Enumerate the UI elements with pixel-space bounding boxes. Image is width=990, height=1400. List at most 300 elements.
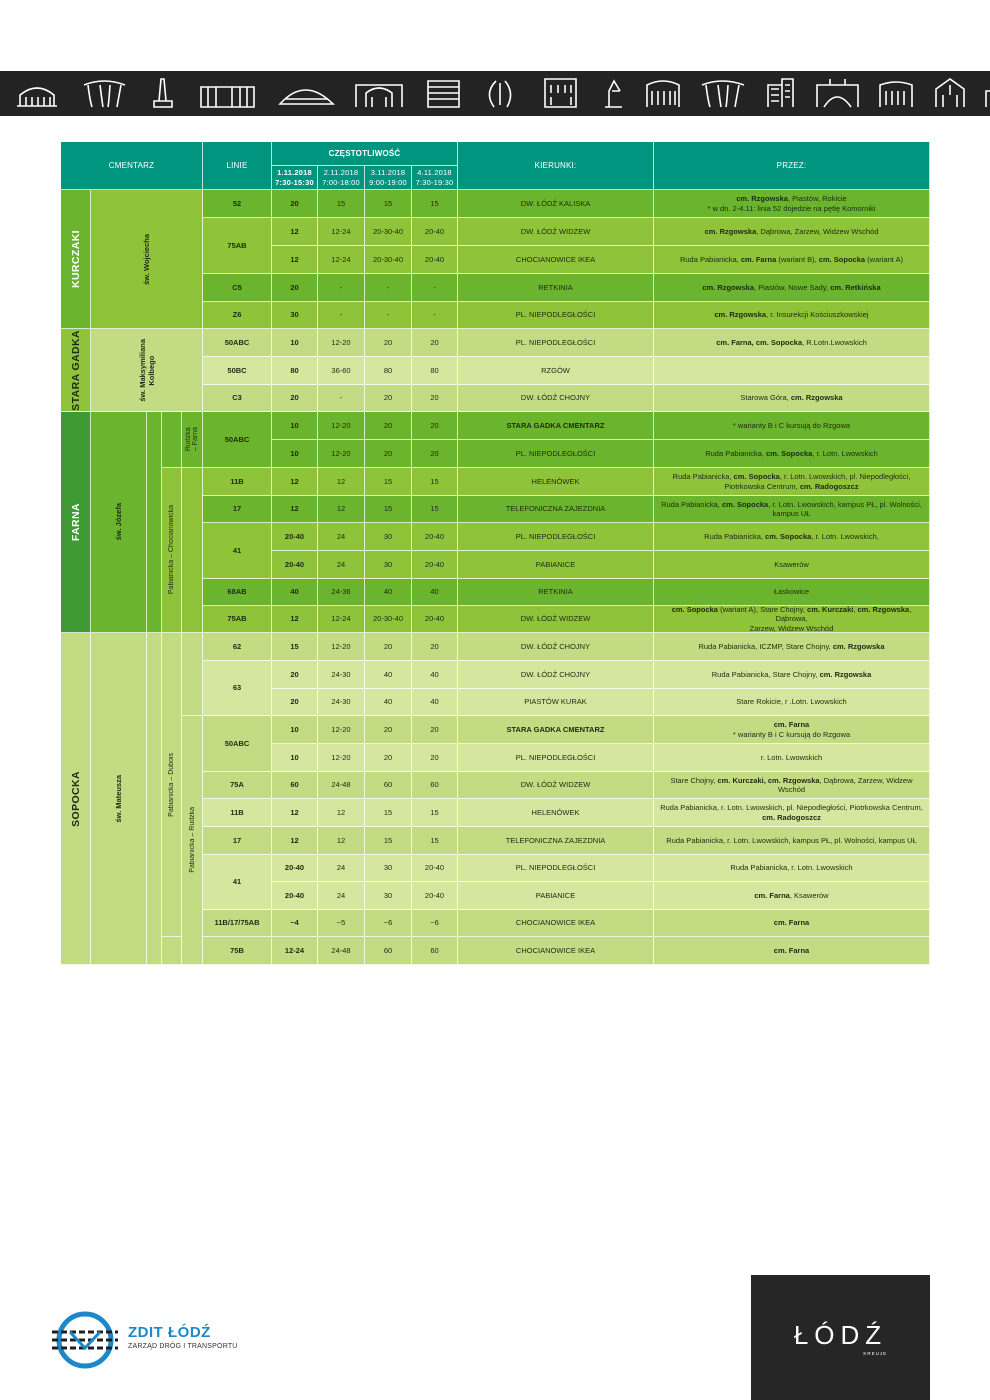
- via-text: [702, 283, 880, 293]
- frequency-cell: 12: [272, 799, 318, 827]
- frequency-cell: 30: [272, 302, 318, 329]
- via-segment: cm. Sopocka: [765, 531, 812, 541]
- cemetery-label: FARNA: [69, 502, 82, 542]
- direction-cell: PL. NIEPODLEGŁOŚCI: [458, 744, 654, 772]
- landmarks-banner: [0, 71, 990, 116]
- direction-cell: RZGÓW: [458, 357, 654, 385]
- via-segment: Łaskowice: [773, 587, 810, 597]
- sculpture-icon: [489, 81, 510, 107]
- frequency-cell: 24-30: [318, 689, 365, 716]
- frequency-cell: 20: [365, 385, 412, 412]
- via-cell: [654, 827, 930, 855]
- via-segment: , Piastów, Rokicie: [787, 194, 847, 203]
- route-label: Pabianicka – Dubois: [168, 752, 175, 817]
- zdit-subtitle: ZARZĄD DRÓG I TRANSPORTU: [128, 1343, 238, 1350]
- zdit-logo: [50, 1310, 250, 1370]
- via-text: [673, 472, 911, 491]
- via-segment: Starowa Góra,: [740, 393, 791, 403]
- frequency-cell: 20: [412, 329, 458, 357]
- frequency-cell: 12: [318, 468, 365, 496]
- frequency-cell: 10: [272, 744, 318, 772]
- via-text: [712, 670, 872, 680]
- via-segment: , Piastów, Nowe Sady,: [754, 282, 831, 292]
- direction-cell: DW. ŁÓDŹ WIDZEW: [458, 218, 654, 246]
- via-segment: cm. Farna: [773, 945, 810, 955]
- frequency-cell: 12-24: [318, 246, 365, 274]
- via-segment: , r. Lotn. Lwowskich, kampus PŁ, pl. Wolności, kampus UŁ: [768, 499, 922, 518]
- frequency-cell: -: [365, 274, 412, 302]
- parish-label: św. Mateusza: [114, 774, 123, 823]
- frequency-cell: 30: [365, 855, 412, 882]
- frequency-cell: 24: [318, 855, 365, 882]
- monument-icon: [605, 81, 622, 107]
- via-text: [736, 697, 846, 707]
- via-text: [761, 753, 822, 763]
- frequency-cell: 10: [272, 440, 318, 468]
- header-przez: PRZEZ:: [654, 142, 930, 190]
- frequency-cell: 40: [412, 579, 458, 606]
- frequency-cell: 24: [318, 523, 365, 551]
- frequency-cell: 20: [412, 716, 458, 744]
- parish-name: [91, 329, 203, 412]
- via-cell: [654, 937, 930, 965]
- arena-icon: [280, 90, 333, 104]
- frequency-cell: 12-20: [318, 329, 365, 357]
- header-date-1: 1.11.2018 7:30-15:30: [272, 166, 318, 190]
- via-segment: , r. Insurekcji Kościuszkowskiej: [766, 310, 869, 320]
- frequency-cell: 20: [365, 716, 412, 744]
- direction-cell: DW. ŁÓDŹ CHOJNY: [458, 661, 654, 689]
- frequency-cell: 20: [412, 744, 458, 772]
- via-cell: [654, 882, 930, 910]
- line-number: 41: [203, 855, 272, 910]
- via-segment: (wariant A): [865, 254, 904, 264]
- frequency-cell: 20-30-40: [365, 218, 412, 246]
- via-segment: cm. Farna, cm. Sopocka: [716, 337, 803, 347]
- frequency-cell: 10: [272, 716, 318, 744]
- via-cell: [654, 661, 930, 689]
- header-date-2: 2.11.2018 7:00-18:00: [318, 166, 365, 190]
- frequency-cell: 80: [365, 357, 412, 385]
- via-text: [704, 532, 879, 542]
- frequency-cell: 12: [272, 606, 318, 633]
- frequency-cell: 40: [365, 579, 412, 606]
- frequency-cell: 12: [318, 496, 365, 523]
- direction-cell: HELENÓWEK: [458, 799, 654, 827]
- direction-cell: DW. ŁÓDŹ WIDZEW: [458, 772, 654, 799]
- via-text: [740, 393, 842, 403]
- via-segment: , Dąbrowa, Zarzew, Widzew Wschód: [756, 226, 879, 236]
- frequency-cell: 12-24: [318, 218, 365, 246]
- line-number: 52: [203, 190, 272, 218]
- via-segment: cm. Farna: [773, 918, 810, 928]
- frequency-cell: 40: [412, 689, 458, 716]
- pavilion-icon: [702, 81, 744, 107]
- via-cell: [654, 190, 930, 218]
- route-column-empty: [147, 633, 162, 965]
- via-text: [660, 803, 923, 822]
- via-text: [708, 194, 876, 213]
- via-segment: cm. Rzgowska: [857, 606, 910, 614]
- direction-cell: CHOCIANOWICE IKEA: [458, 937, 654, 965]
- direction-cell: PL. NIEPODLEGŁOŚCI: [458, 440, 654, 468]
- via-text: [774, 946, 809, 956]
- frequency-cell: 15: [365, 190, 412, 218]
- via-segment: cm. Rzgowska: [702, 282, 755, 292]
- via-segment: cm. Farna: [754, 890, 790, 900]
- via-segment: (wariant A), Stare Chojny,: [717, 606, 808, 614]
- frequency-cell: 40: [365, 661, 412, 689]
- frequency-cell: 20: [365, 440, 412, 468]
- parish-name: [91, 190, 203, 329]
- via-cell: [654, 799, 930, 827]
- via-segment: Ruda Pabianicka, ICZMP, Stare Chojny,: [698, 641, 833, 651]
- frequency-cell: 20: [272, 661, 318, 689]
- frequency-cell: 20: [365, 329, 412, 357]
- via-segment: cm. Kurczaki: [807, 606, 854, 614]
- frequency-cell: 20-40: [412, 606, 458, 633]
- frequency-cell: 12: [318, 827, 365, 855]
- lodz-logo-text: ŁÓDŹ: [793, 1319, 888, 1350]
- via-cell: [654, 385, 930, 412]
- via-segment: cm. Farna: [740, 254, 777, 264]
- via-text: [680, 255, 903, 265]
- frequency-cell: -: [318, 274, 365, 302]
- pavilion-icon: [84, 81, 125, 107]
- direction-cell: PL. NIEPODLEGŁOŚCI: [458, 329, 654, 357]
- via-segment: , Dąbrowa, Zarzew, Widzew Wschód: [749, 606, 912, 633]
- railway-station-icon: [17, 88, 57, 106]
- parish-label: św. Wojciecha: [142, 233, 151, 285]
- via-segment: (wariant B),: [776, 254, 819, 264]
- via-segment: Ruda Pabianicka, r. Lotn. Lwowskich, pl. Niepodległości, Piotrkowska Centrum,: [660, 803, 923, 812]
- frequency-cell: 30: [365, 551, 412, 579]
- line-number: 11B: [203, 799, 272, 827]
- via-text: [733, 421, 850, 431]
- header-date-3: 3.11.2018 9:00-19:00: [365, 166, 412, 190]
- tenement-icon: [545, 79, 576, 107]
- frequency-cell: 15: [412, 827, 458, 855]
- via-text: [698, 642, 884, 652]
- route-label: Pabianicka – Chocianowicka: [168, 505, 175, 595]
- cemetery-label: STARA GADKA: [69, 329, 82, 411]
- header-kierunki: KIERUNKI:: [458, 142, 654, 190]
- route-pabianicka-chocianowicka: [162, 468, 182, 633]
- direction-cell: DW. ŁÓDŹ CHOJNY: [458, 385, 654, 412]
- cemetery-name: [61, 329, 91, 412]
- via-segment: Stare Rokicie, r .Lotn. Lwowskich: [736, 697, 847, 707]
- via-segment: Ruda Pabianicka, Stare Chojny,: [711, 669, 820, 679]
- office-building-icon: [428, 81, 459, 107]
- frequency-cell: 20-40: [412, 551, 458, 579]
- via-segment: Ksawerów: [774, 559, 809, 569]
- route-pabianicka-rudzka: [182, 716, 203, 965]
- frequency-cell: 80: [272, 357, 318, 385]
- frequency-cell: 12-24: [272, 937, 318, 965]
- via-segment: ,: [853, 606, 858, 614]
- via-text: [774, 918, 809, 928]
- via-segment: cm. Rzgowska: [714, 310, 767, 320]
- frequency-cell: 12: [272, 496, 318, 523]
- direction-cell: PIASTÓW KURAK: [458, 689, 654, 716]
- via-cell: [654, 772, 930, 799]
- via-segment: * w dn. 2-4.11: linia 52 dojedzie na pętlę Komorniki: [707, 203, 876, 213]
- obelisk-icon: [154, 79, 172, 107]
- frequency-cell: 60: [365, 937, 412, 965]
- frequency-cell: 60: [412, 937, 458, 965]
- frequency-cell: 20-30-40: [365, 606, 412, 633]
- via-segment: , R.Lotn.Lwowskich: [802, 337, 867, 347]
- frequency-cell: 15: [365, 496, 412, 523]
- church-icon: [936, 79, 964, 107]
- line-number: 50ABC: [203, 412, 272, 468]
- frequency-cell: 12: [318, 799, 365, 827]
- via-segment: cm. Sopocka: [766, 448, 813, 458]
- via-text: [774, 587, 809, 597]
- line-number: 75B: [203, 937, 272, 965]
- via-segment: cm. Radogoszcz: [762, 812, 821, 822]
- line-number: 17: [203, 496, 272, 523]
- line-number: C3: [203, 385, 272, 412]
- lodz-logo-small-text: KREUJE: [863, 1350, 888, 1356]
- frequency-cell: 24-30: [318, 661, 365, 689]
- villa-icon: [880, 82, 912, 107]
- direction-cell: DW. ŁÓDŹ KALISKA: [458, 190, 654, 218]
- line-number: 68AB: [203, 579, 272, 606]
- frequency-cell: 20-40: [412, 882, 458, 910]
- direction-cell: PL. NIEPODLEGŁOŚCI: [458, 523, 654, 551]
- line-number: 11B: [203, 468, 272, 496]
- manor-icon: [647, 81, 679, 107]
- via-segment: cm. Sopocka: [733, 472, 780, 481]
- via-cell: [654, 744, 930, 772]
- frequency-cell: 20-40: [412, 218, 458, 246]
- frequency-cell: 15: [412, 799, 458, 827]
- via-cell: [654, 412, 930, 440]
- direction-cell: STARA GADKA CMENTARZ: [458, 412, 654, 440]
- frequency-cell: -: [318, 385, 365, 412]
- via-cell: [654, 302, 930, 329]
- frequency-cell: ~4: [272, 910, 318, 937]
- frequency-cell: -: [412, 274, 458, 302]
- via-text: [754, 891, 828, 901]
- direction-cell: PABIANICE: [458, 551, 654, 579]
- via-cell: [654, 551, 930, 579]
- frequency-cell: 12-20: [318, 744, 365, 772]
- frequency-cell: 12-20: [318, 412, 365, 440]
- lodz-kreuje-logo: [751, 1275, 930, 1400]
- line-number: Z6: [203, 302, 272, 329]
- via-text: [705, 449, 878, 459]
- frequency-cell: 60: [365, 772, 412, 799]
- frequency-cell: 20: [365, 744, 412, 772]
- direction-cell: CHOCIANOWICE IKEA: [458, 910, 654, 937]
- line-number: 50ABC: [203, 716, 272, 772]
- line-number: 63: [203, 661, 272, 716]
- frequency-cell: 20-40: [412, 855, 458, 882]
- via-segment: Ruda Pabianicka,: [661, 499, 722, 509]
- cemetery-name: [61, 190, 91, 329]
- frequency-cell: -: [412, 302, 458, 329]
- frequency-cell: 20: [272, 385, 318, 412]
- via-segment: cm. Rzgowska: [704, 226, 757, 236]
- via-cell: [654, 633, 930, 661]
- via-cell: [654, 496, 930, 523]
- cemetery-label: SOPOCKA: [69, 770, 82, 827]
- via-segment: cm. Farna: [773, 720, 810, 729]
- frequency-cell: 20-30-40: [365, 246, 412, 274]
- via-segment: cm. Rzgowska: [832, 641, 885, 651]
- frequency-cell: 20: [365, 633, 412, 661]
- line-number: 75AB: [203, 606, 272, 633]
- via-segment: , r. Lotn. Lwowskich: [812, 448, 878, 458]
- via-cell: [654, 855, 930, 882]
- via-segment: cm. Kurczaki, cm. Rzgowska: [717, 775, 820, 785]
- via-cell: [654, 329, 930, 357]
- frequency-cell: 15: [365, 468, 412, 496]
- via-segment: cm. Retkińska: [830, 282, 881, 292]
- via-segment: cm. Rzgowska: [736, 194, 788, 203]
- frequency-cell: 10: [272, 329, 318, 357]
- frequency-cell: 20-40: [272, 523, 318, 551]
- header-cmentarz: CMENTARZ: [61, 142, 203, 190]
- via-cell: [654, 910, 930, 937]
- via-segment: Ruda Pabianicka,: [705, 448, 767, 458]
- frequency-cell: 24-48: [318, 772, 365, 799]
- via-text: [705, 227, 879, 237]
- route-column-empty: [182, 633, 203, 716]
- cemetery-name: [61, 633, 91, 965]
- frequency-cell: 30: [365, 523, 412, 551]
- tower-icon: [986, 91, 990, 107]
- direction-cell: DW. ŁÓDŹ WIDZEW: [458, 606, 654, 633]
- line-number: 75AB: [203, 218, 272, 274]
- factory-icon: [201, 87, 254, 107]
- bridge-icon: [817, 79, 858, 107]
- via-segment: cm. Rzgowska: [819, 669, 872, 679]
- frequency-cell: 15: [412, 190, 458, 218]
- zdit-name: ZDIT ŁÓDŹ: [128, 1324, 211, 1341]
- via-segment: r. Lotn. Lwowskich: [760, 752, 823, 762]
- via-cell: [654, 523, 930, 551]
- via-segment: Stare Chojny,: [670, 775, 718, 785]
- frequency-cell: 60: [412, 772, 458, 799]
- frequency-cell: 40: [365, 689, 412, 716]
- route-column-empty: [162, 412, 182, 468]
- line-number: 17: [203, 827, 272, 855]
- header-date-4: 4.11.2018 7:30-19:30: [412, 166, 458, 190]
- header-czestotliwosc: CZĘSTOTLIWOŚĆ: [272, 142, 458, 166]
- via-text: [733, 720, 850, 739]
- via-text: [714, 310, 868, 320]
- via-segment: * warianty B i C kursują do Rzgowa: [732, 420, 851, 430]
- route-label: Rudzka – Farna: [185, 427, 199, 452]
- via-segment: cm. Radogoszcz: [799, 481, 859, 491]
- frequency-cell: ~5: [318, 910, 365, 937]
- via-segment: , r. Lotn. Lwowskich, pl. Niepodległości, Piotrkowska Centrum,: [724, 472, 911, 491]
- direction-cell: RETKINIA: [458, 579, 654, 606]
- header-linie: LINIE: [203, 142, 272, 190]
- frequency-cell: 20: [365, 412, 412, 440]
- frequency-cell: 20: [412, 440, 458, 468]
- via-segment: Ruda Pabianicka,: [704, 531, 766, 541]
- direction-cell: CHOCIANOWICE IKEA: [458, 246, 654, 274]
- frequency-cell: 20-40: [272, 855, 318, 882]
- parish-name: [91, 633, 147, 965]
- frequency-cell: 12-20: [318, 633, 365, 661]
- direction-cell: TELEFONICZNA ZAJEZDNIA: [458, 496, 654, 523]
- direction-cell: PL. NIEPODLEGŁOŚCI: [458, 855, 654, 882]
- via-segment: , Dąbrowa, Zarzew, Widzew Wschód: [777, 775, 913, 794]
- via-cell: [654, 689, 930, 716]
- frequency-cell: 30: [365, 882, 412, 910]
- direction-cell: RETKINIA: [458, 274, 654, 302]
- frequency-cell: 12-24: [318, 606, 365, 633]
- frequency-cell: 12: [272, 468, 318, 496]
- frequency-cell: 24-48: [318, 937, 365, 965]
- via-cell: [654, 357, 930, 385]
- frequency-cell: 15: [272, 633, 318, 661]
- line-number: 11B/17/75AB: [203, 910, 272, 937]
- line-number: C5: [203, 274, 272, 302]
- via-text: [657, 776, 926, 795]
- route-label: Pabianicka – Rudzka: [188, 807, 196, 873]
- frequency-cell: 20-40: [272, 551, 318, 579]
- palace-gate-icon: [356, 85, 402, 107]
- cemetery-lines-table: [61, 142, 930, 968]
- via-segment: cm. Sopocka: [721, 499, 769, 509]
- via-segment: Ruda Pabianicka, r. Lotn. Lwowskich, kampus PŁ, pl. Wolności, kampus UŁ: [666, 835, 917, 845]
- frequency-cell: 36-60: [318, 357, 365, 385]
- direction-cell: STARA GADKA CMENTARZ: [458, 716, 654, 744]
- line-number: 75A: [203, 772, 272, 799]
- frequency-cell: 24: [318, 882, 365, 910]
- via-cell: [654, 468, 930, 496]
- via-text: [774, 560, 809, 570]
- direction-cell: PABIANICE: [458, 882, 654, 910]
- frequency-cell: 15: [412, 468, 458, 496]
- skyscraper-icon: [768, 79, 793, 107]
- frequency-cell: 60: [272, 772, 318, 799]
- frequency-cell: 24-36: [318, 579, 365, 606]
- frequency-cell: 10: [272, 412, 318, 440]
- zdit-emblem-icon: [50, 1310, 120, 1370]
- frequency-cell: -: [365, 302, 412, 329]
- frequency-cell: 12: [272, 246, 318, 274]
- frequency-cell: 20: [412, 412, 458, 440]
- via-segment: Ruda Pabianicka,: [672, 472, 734, 481]
- frequency-cell: ~6: [412, 910, 458, 937]
- via-segment: * warianty B i C kursują do Rzgowa: [732, 729, 851, 739]
- via-segment: , r. Lotn. Lwowskich,: [811, 531, 879, 541]
- line-number: 50BC: [203, 357, 272, 385]
- via-segment: cm. Sopocka: [671, 606, 718, 614]
- frequency-cell: 20-40: [272, 882, 318, 910]
- via-text: [661, 500, 922, 519]
- frequency-cell: 20: [412, 633, 458, 661]
- line-number: 62: [203, 633, 272, 661]
- direction-cell: TELEFONICZNA ZAJEZDNIA: [458, 827, 654, 855]
- via-cell: [654, 606, 930, 633]
- line-number: 50ABC: [203, 329, 272, 357]
- parish-label: św. Józefa: [114, 503, 123, 541]
- frequency-cell: 15: [318, 190, 365, 218]
- frequency-cell: 12-20: [318, 716, 365, 744]
- frequency-cell: 80: [412, 357, 458, 385]
- via-cell: [654, 274, 930, 302]
- via-text: [666, 836, 916, 846]
- direction-cell: HELENÓWEK: [458, 468, 654, 496]
